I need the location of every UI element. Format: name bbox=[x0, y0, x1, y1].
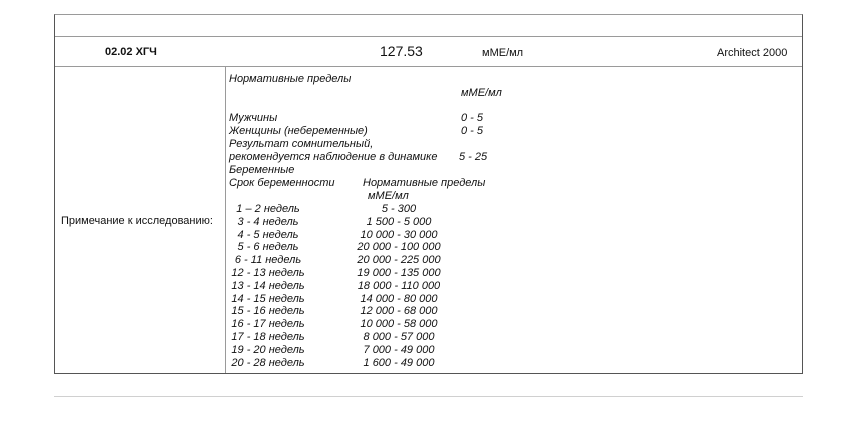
pregnancy-term: 14 - 15 недель bbox=[231, 292, 305, 305]
pregnancy-range: 1 500 - 5 000 bbox=[366, 215, 432, 228]
pregnancy-range: 18 000 - 110 000 bbox=[357, 279, 441, 292]
pregnancy-term: 5 - 6 недель bbox=[237, 241, 299, 254]
pregnancy-term: 3 - 4 недель bbox=[237, 215, 299, 228]
pregnant-label: Беременные bbox=[229, 164, 295, 176]
pregnancy-range: 19 000 - 135 000 bbox=[357, 267, 441, 279]
women-label: Женщины (небеременные) bbox=[229, 125, 368, 137]
women-range: 0 - 5 bbox=[461, 125, 484, 137]
pregnancy-term: 15 - 16 недель bbox=[231, 305, 305, 318]
pregnancy-term: 12 - 13 недель bbox=[231, 267, 305, 279]
row-divider-result bbox=[55, 66, 802, 67]
reference-title: Нормативные пределы bbox=[229, 73, 352, 85]
reference-unit: мМЕ/мл bbox=[461, 87, 502, 99]
men-range: 0 - 5 bbox=[461, 112, 484, 124]
test-instrument: Architect 2000 bbox=[717, 47, 788, 59]
pregnancy-range: 14 000 - 80 000 bbox=[360, 292, 438, 305]
note-column-divider bbox=[225, 67, 226, 373]
row-divider-top bbox=[55, 36, 802, 37]
pregnancy-range: 20 000 - 225 000 bbox=[357, 254, 441, 267]
pregnancy-range: 12 000 - 68 000 bbox=[360, 305, 438, 318]
pregnancy-range: 7 000 - 49 000 bbox=[363, 343, 435, 356]
pregnancy-range: 10 000 - 30 000 bbox=[360, 228, 438, 241]
pregnancy-range: 1 600 - 49 000 bbox=[363, 356, 435, 369]
page-bottom-rule bbox=[54, 396, 803, 397]
test-code: 02.02 ХГЧ bbox=[105, 46, 157, 58]
doubtful-range: 5 - 25 bbox=[459, 151, 488, 163]
pregnancy-range: 5 - 300 bbox=[381, 203, 417, 215]
pregnancy-term: 16 - 17 недель bbox=[231, 318, 305, 331]
men-label: Мужчины bbox=[229, 112, 278, 124]
pregnancy-range: 20 000 - 100 000 bbox=[357, 241, 441, 254]
pregnancy-range: 8 000 - 57 000 bbox=[363, 331, 435, 343]
pregnancy-term: 6 - 11 недель bbox=[234, 254, 302, 267]
pregnancy-term: 4 - 5 недель bbox=[237, 228, 299, 241]
test-unit: мМЕ/мл bbox=[482, 47, 524, 59]
pregnancy-term: 13 - 14 недель bbox=[231, 279, 305, 292]
doubtful-line2: рекомендуется наблюдение в динамике bbox=[229, 151, 438, 163]
results-table bbox=[54, 14, 803, 374]
term-header: Срок беременности bbox=[229, 177, 335, 189]
pregnancy-term: 1 – 2 недель bbox=[236, 203, 300, 215]
limits-header: Нормативные пределы bbox=[363, 177, 486, 189]
pregnancy-range: 10 000 - 58 000 bbox=[360, 318, 438, 331]
note-label: Примечание к исследованию: bbox=[61, 215, 213, 227]
limits-unit: мМЕ/мл bbox=[368, 190, 409, 202]
test-value: 127.53 bbox=[380, 43, 423, 59]
pregnancy-term: 17 - 18 недель bbox=[231, 331, 305, 343]
pregnancy-term: 19 - 20 недель bbox=[231, 343, 305, 356]
pregnancy-term: 20 - 28 недель bbox=[231, 356, 305, 369]
doubtful-line1: Результат сомнительный, bbox=[229, 138, 374, 150]
